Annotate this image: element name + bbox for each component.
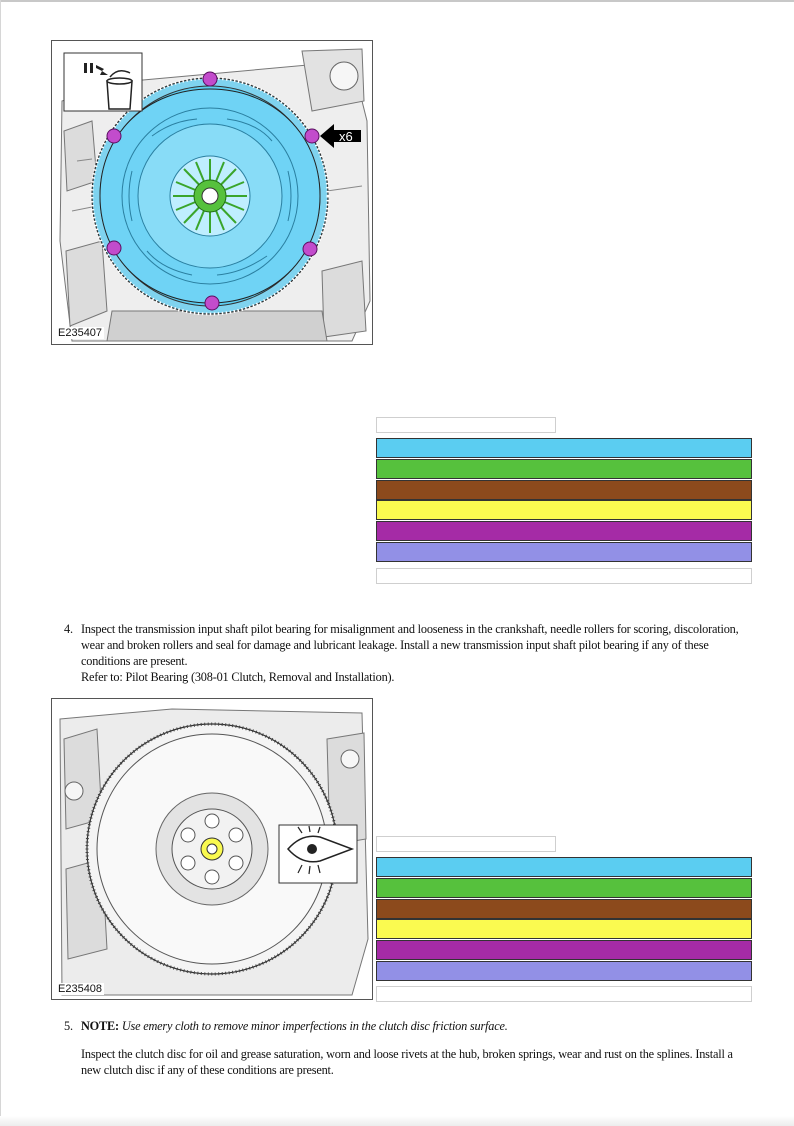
step-text-line: Inspect the clutch disc for oil and grease saturation, worn and loose rivets at the hub, broken springs, wear and rust on the splines. Install a (81, 1047, 733, 1061)
figure-callout-count: x6 (339, 129, 353, 144)
legend-color-bar (376, 459, 752, 479)
legend-header (376, 417, 556, 433)
step-body (81, 1018, 733, 1078)
refer-to-link[interactable]: Refer to: Pilot Bearing (308-01 Clutch, Removal and Installation). (81, 670, 395, 684)
step-5 (64, 1018, 754, 1080)
step-text-line: conditions are present. (81, 654, 188, 668)
legend-header (376, 836, 556, 852)
page-bottom-edge (0, 1116, 794, 1126)
note-label: NOTE: (81, 1019, 119, 1033)
page-left-edge (0, 0, 1, 1126)
legend-color-bar (376, 857, 752, 877)
legend-color-bar (376, 521, 752, 541)
figure-id-label: E235407 (58, 327, 103, 339)
legend-color-bar (376, 542, 752, 562)
step-number: 5. (64, 1019, 73, 1033)
page-top-edge (0, 0, 794, 2)
figure-flywheel-pilot-bearing (51, 698, 373, 1000)
legend-color-bar (376, 878, 752, 898)
step-4 (64, 621, 754, 687)
legend-footer (376, 986, 752, 1002)
clutch-pressure-plate-illustration (52, 41, 372, 344)
figure-clutch-pressure-plate (51, 40, 373, 345)
legend-color-bar (376, 438, 752, 458)
legend-color-bar (376, 899, 752, 919)
legend-color-bar (376, 919, 752, 939)
step-note (81, 1018, 733, 1034)
step-body (81, 621, 738, 685)
legend-color-bar (376, 940, 752, 960)
legend-footer (376, 568, 752, 584)
step-text-line: new clutch disc if any of these conditions are present. (81, 1063, 334, 1077)
step-text-line: wear and broken rollers and seal for damage and lubricant leakage. Install a new transmission input shaft pilot bearing if any of these (81, 638, 709, 652)
legend-color-bar (376, 480, 752, 500)
note-text: Use emery cloth to remove minor imperfections in the clutch disc friction surface. (121, 1019, 508, 1033)
step-number: 4. (64, 622, 73, 636)
flywheel-pilot-bearing-illustration (52, 699, 372, 999)
figure-id-label: E235408 (58, 983, 103, 995)
legend-color-bar (376, 961, 752, 981)
step-text-line: Inspect the transmission input shaft pilot bearing for misalignment and looseness in the crankshaft, needle rollers for scoring, discoloration, (81, 622, 739, 636)
legend-color-bar (376, 500, 752, 520)
